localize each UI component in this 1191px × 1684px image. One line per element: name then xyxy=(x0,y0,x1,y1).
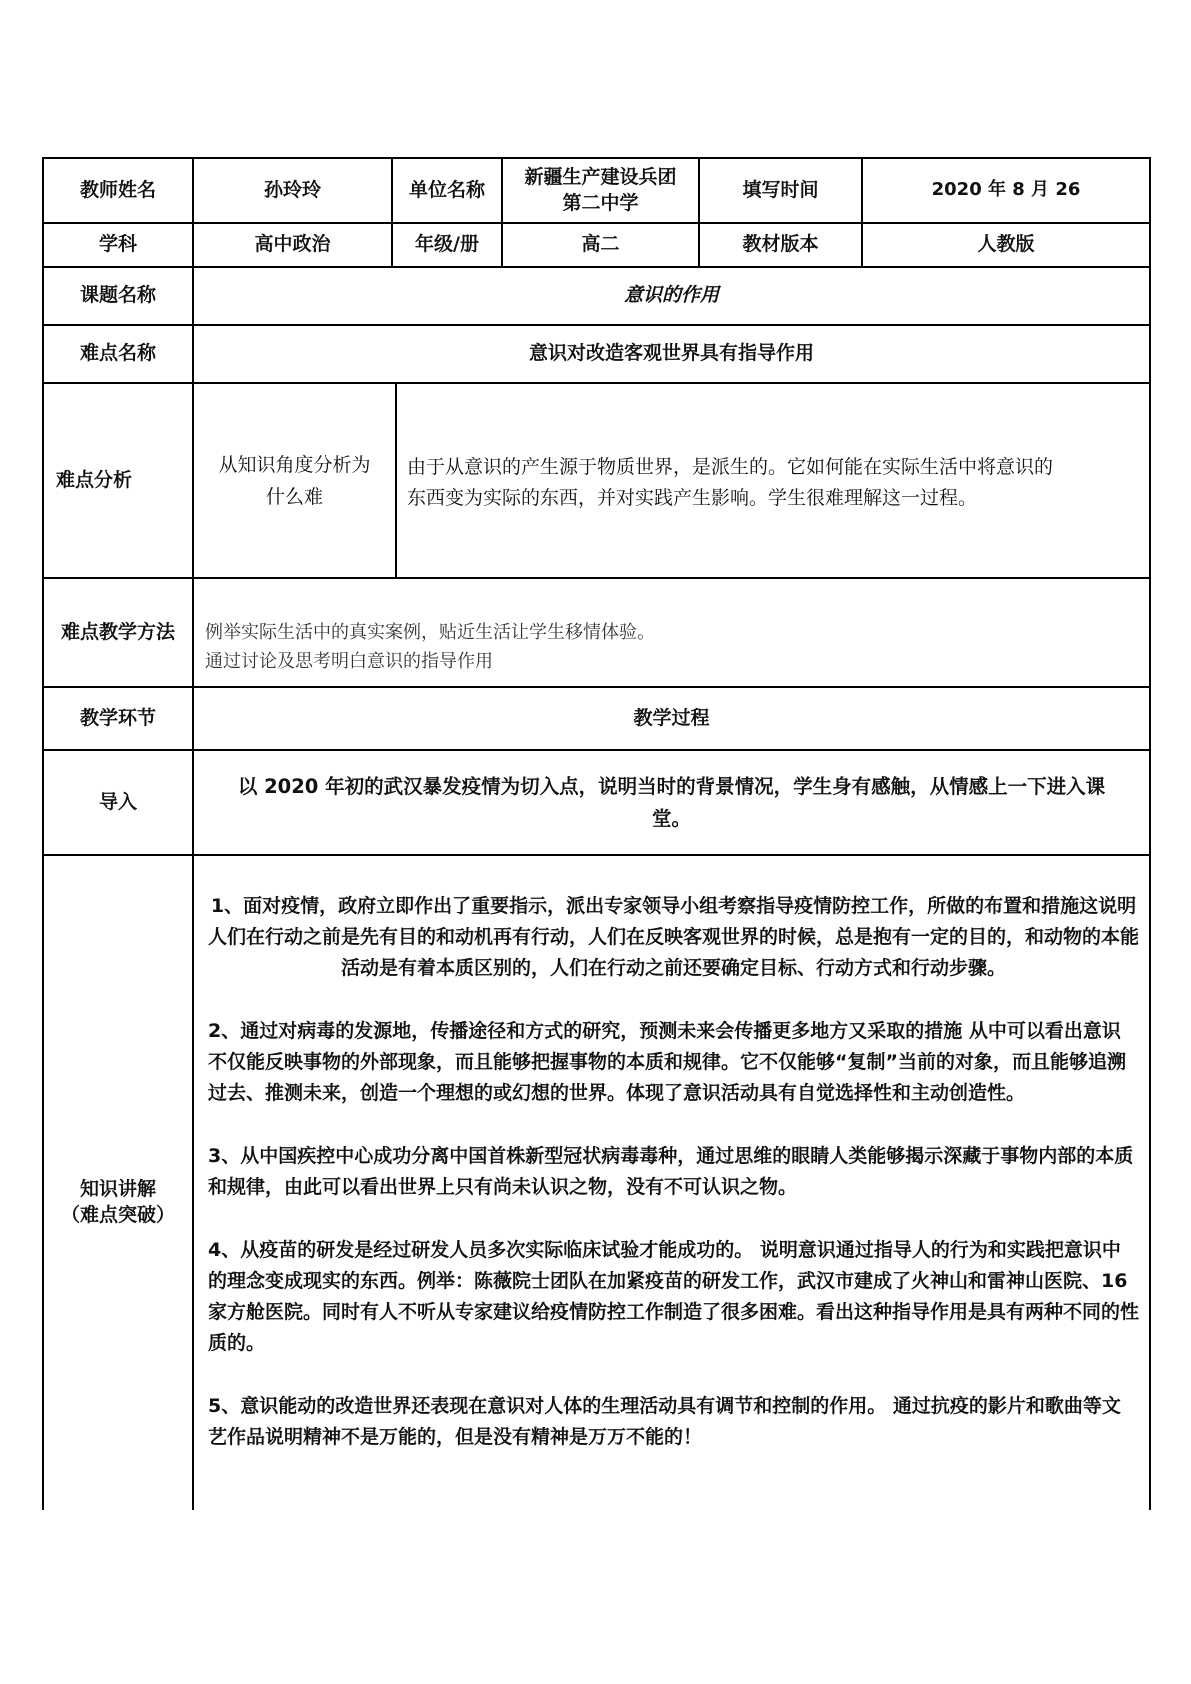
intro-line: 堂。 xyxy=(651,806,691,830)
knowledge-paragraph-3: 3、从中国疾控中心成功分离中国首株新型冠状病毒毒种，通过思维的眼睛人类能够揭示深藏于事物内部的本质和规律，由此可以看出世界上只有尚未认识之物，没有不可认识之物。 xyxy=(208,1145,1134,1198)
analysis-sub-label-line: 什么难 xyxy=(265,485,323,508)
knowledge-paragraph-5: 5、意识能动的改造世界还表现在意识对人体的生理活动具有调节和控制的作用。 通过抗疫的影片和歌曲等文艺作品说明精神不是万能的，但是没有精神是万万不能的！ xyxy=(208,1395,1121,1448)
knowledge-paragraph-1: 1、面对疫情，政府立即作出了重要指示，派出专家领导小组考察指导疫情防控工作，所做的布置和措施这说明人们在行动之前是先有目的和动机再有行动，人们在反映客观世界的时候，总是抱有一定的目的，和动物的本能活动是有着本质区别的，人们在行动之前还要确定目标、行动方式和行动步骤。 xyxy=(208,895,1140,979)
process-stage-label: 教学环节 xyxy=(79,706,156,729)
knowledge-label-line: （难点突破） xyxy=(60,1204,175,1226)
method-label: 难点教学方法 xyxy=(60,620,175,643)
teacher-name-value: 孙玲玲 xyxy=(263,178,321,201)
analysis-text xyxy=(397,384,1149,577)
analysis-text-line: 由于从意识的产生源于物质世界，是派生的。它如何能在实际生活中将意识的 xyxy=(407,456,1054,478)
method-line: 通过讨论及思考明白意识的指导作用 xyxy=(205,651,493,672)
analysis-sub-label-line: 从知识角度分析为 xyxy=(218,453,371,476)
analysis-label: 难点分析 xyxy=(56,468,133,491)
intro-line: 以 2020 年初的武汉暴发疫情为切入点，说明当时的背景情况，学生身有感触，从情感上一下进入课 xyxy=(237,774,1106,798)
fill-date-value: 2020 年 8 月 26 xyxy=(931,179,1081,201)
knowledge-label-line: 知识讲解 xyxy=(79,1178,156,1201)
unit-name-line: 第二中学 xyxy=(562,191,639,214)
analysis-text-line: 东西变为实际的东西，并对实践产生影响。学生很难理解这一过程。 xyxy=(407,487,978,509)
unit-name-line: 新疆生产建设兵团 xyxy=(524,165,677,188)
difficulty-label: 难点名称 xyxy=(79,342,156,365)
edition-label: 教材版本 xyxy=(742,233,819,256)
topic-value: 意识的作用 xyxy=(623,284,719,307)
knowledge-paragraph-4: 4、从疫苗的研发是经过研发人员多次实际临床试验才能成功的。 说明意识通过指导人的行为和实践把意识中的理念变成现实的东西。例举：陈薇院士团队在加紧疫苗的研发工作，武汉市建成了火神山和雷神山医院、16 家方舱医院。同时有人不听从专家建议给疫情防控工作制造了很多困难。看出这种指导作用是具有两种不同的性质的。 xyxy=(208,1239,1140,1354)
edition-value: 人教版 xyxy=(977,233,1035,256)
subject-value: 高中政治 xyxy=(254,233,331,256)
method-line: 例举实际生活中的真实案例，贴近生活让学生移情体验。 xyxy=(205,622,655,643)
subject-label: 学科 xyxy=(98,233,137,256)
knowledge-paragraph-2: 2、通过对病毒的发源地，传播途径和方式的研究，预测未来会传播更多地方又采取的措施 从中可以看出意识不仅能反映事物的外部现象，而且能够把握事物的本质和规律。它不仅能够“复制”当前的对象，而且能够追溯过去、推测未来，创造一个理想的或幻想的世界。体现了意识活动具有自觉选择性和主动创造性。 xyxy=(208,1020,1126,1104)
unit-name-value xyxy=(503,159,698,222)
method-text xyxy=(194,579,1149,686)
unit-name-label: 单位名称 xyxy=(408,178,485,201)
topic-label: 课题名称 xyxy=(79,284,156,307)
knowledge-label xyxy=(44,856,192,1510)
fill-date-label: 填写时间 xyxy=(742,178,819,201)
knowledge-content xyxy=(194,856,1149,1510)
difficulty-value: 意识对改造客观世界具有指导作用 xyxy=(528,342,814,365)
analysis-sub-label xyxy=(194,384,395,577)
grade-label: 年级/册 xyxy=(415,233,479,256)
grade-value: 高二 xyxy=(581,233,620,256)
process-header: 教学过程 xyxy=(633,706,710,729)
intro-label: 导入 xyxy=(98,790,137,813)
teacher-name-label: 教师姓名 xyxy=(79,178,156,201)
intro-text xyxy=(194,751,1149,854)
